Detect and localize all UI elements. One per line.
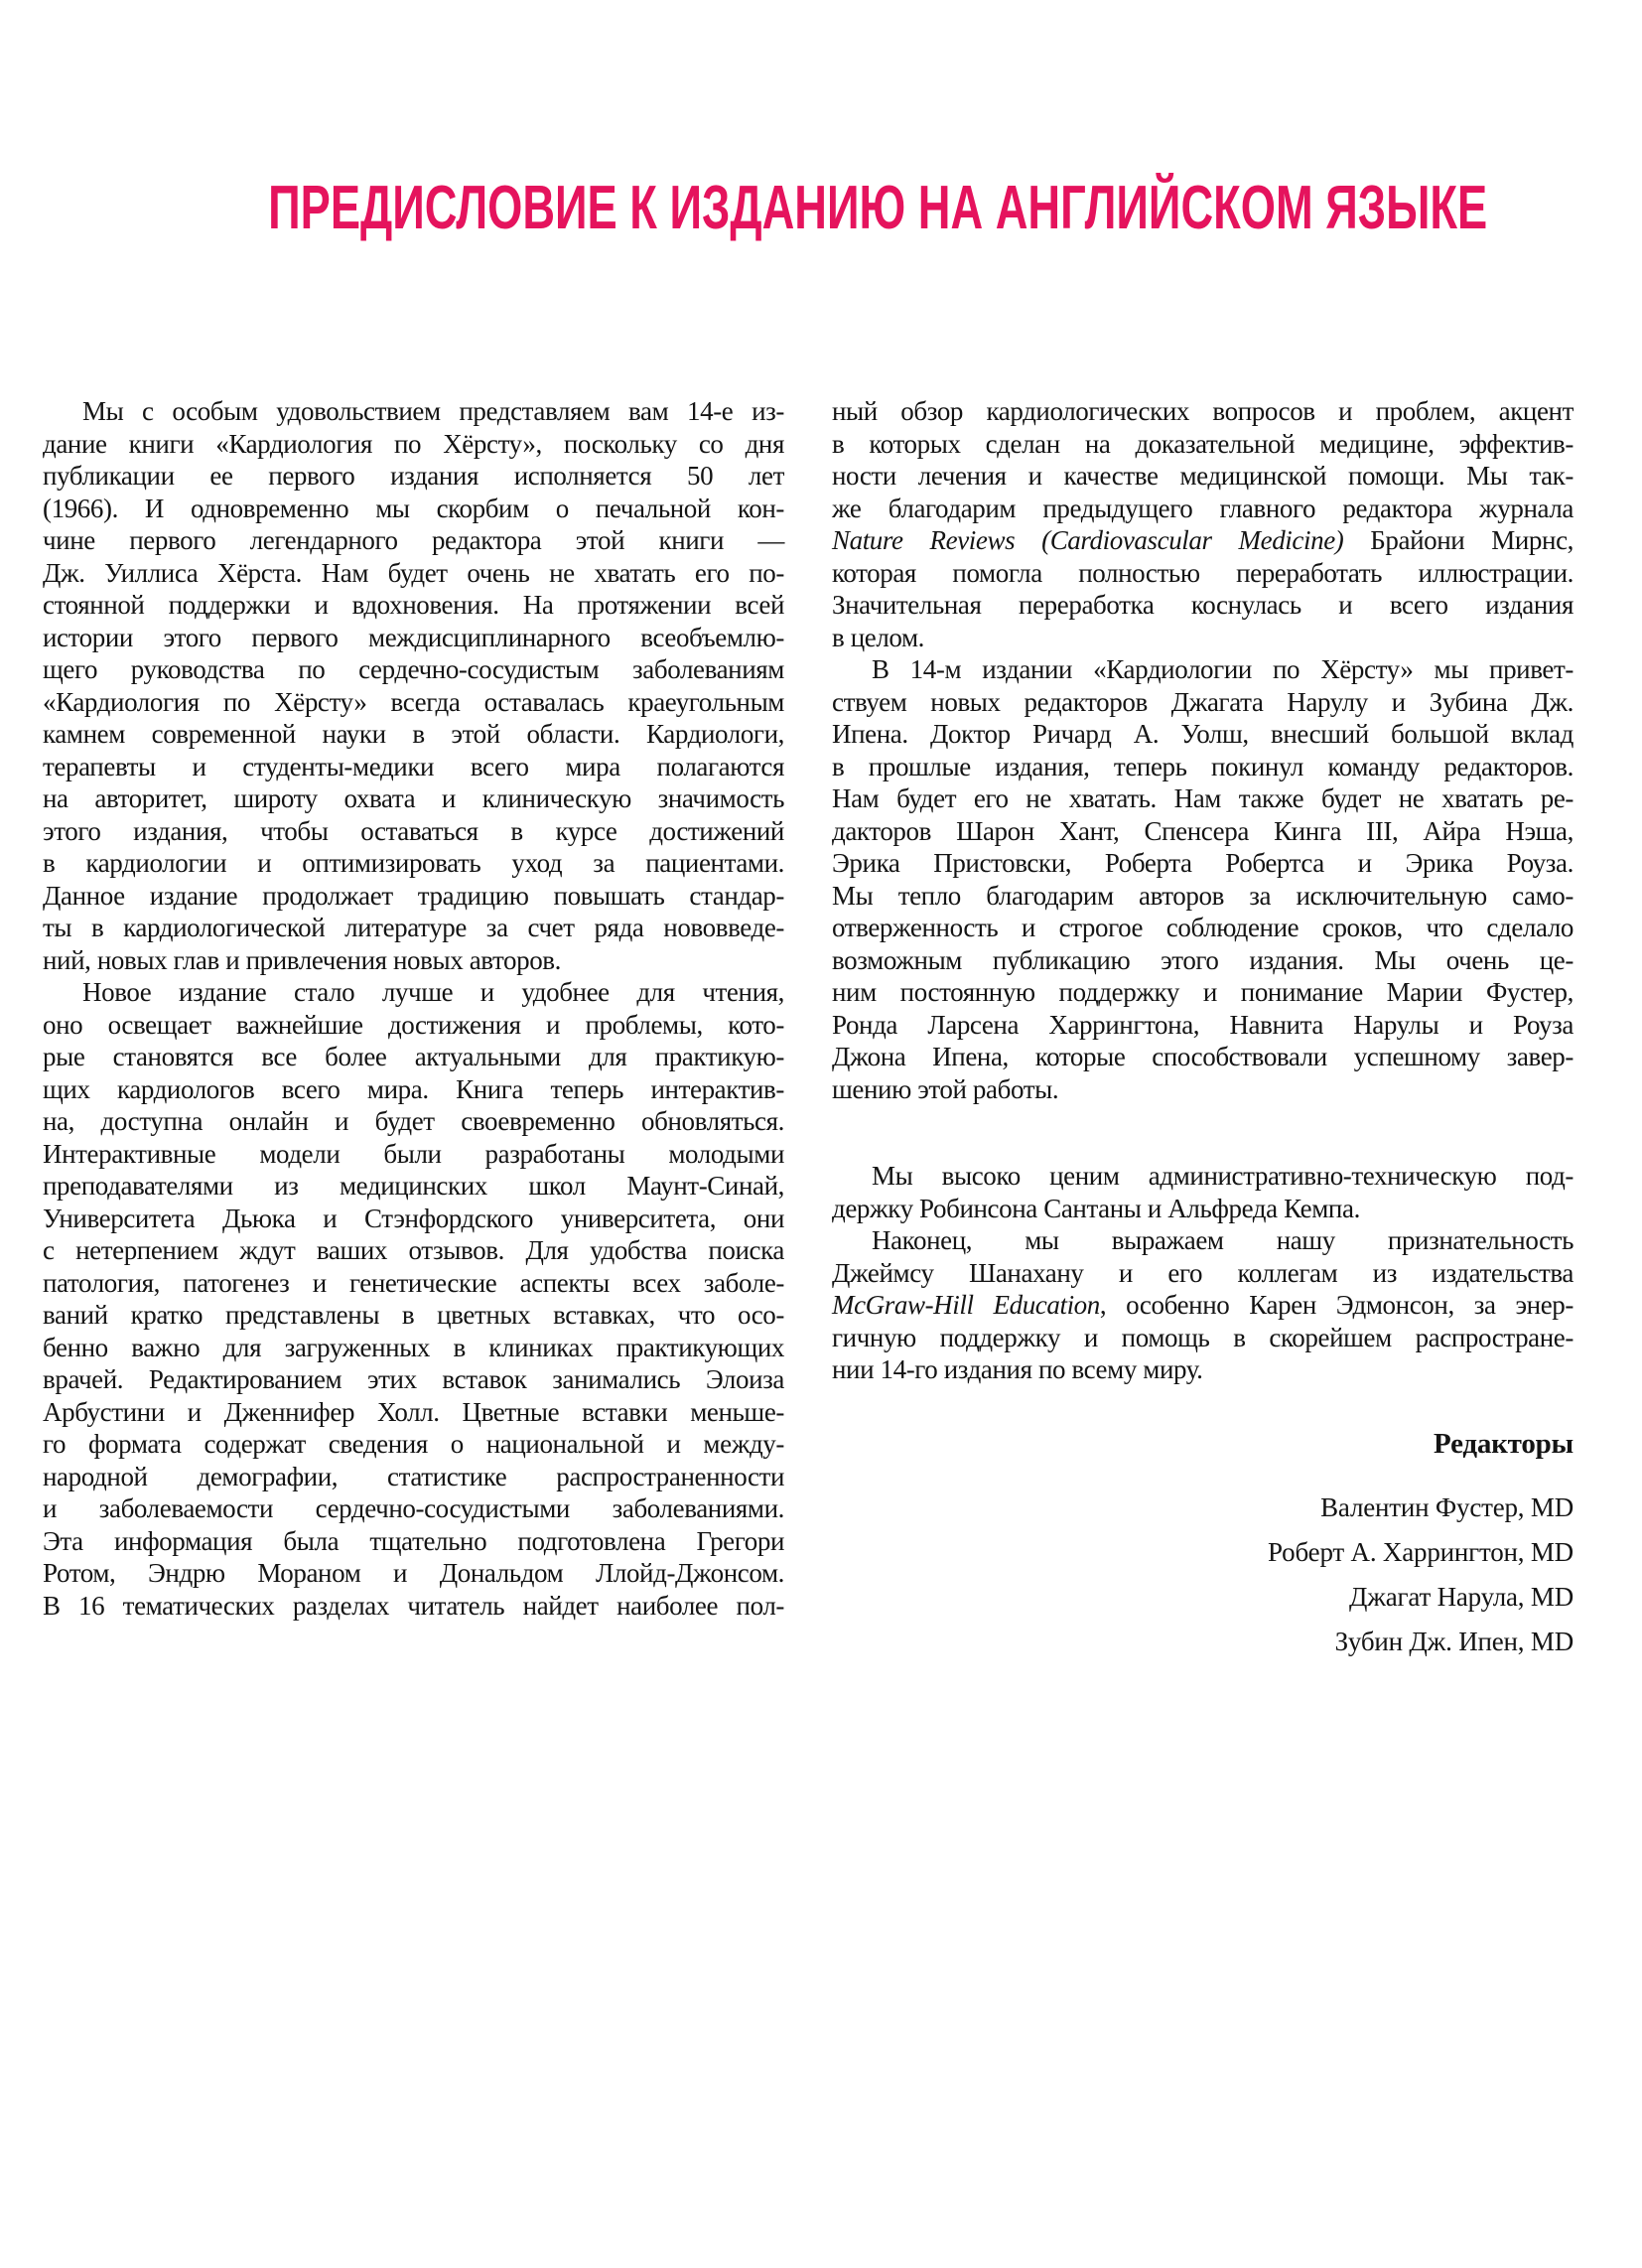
- text-line: [832, 524, 1574, 557]
- text-line: [832, 912, 1574, 944]
- text-segment: Ротом, Эндрю Мораном и Дональдом Ллойд-Джонсом.: [43, 1558, 784, 1588]
- text-segment: стоянной поддержки и вдохновения. На протяжении всей: [43, 590, 784, 620]
- text-line: [43, 1138, 784, 1171]
- text-segment: ним постоянную поддержку и понимание Марии Фустер,: [832, 977, 1574, 1007]
- text-segment: шению этой работы.: [832, 1073, 1059, 1104]
- text-segment: Университета Дьюка и Стэнфордского университета, они: [43, 1203, 784, 1233]
- text-segment: которая помогла полностью переработать иллюстрации.: [832, 557, 1574, 588]
- text-line: [43, 1009, 784, 1042]
- text-segment: Наконец, мы выражаем нашу признательность: [872, 1225, 1574, 1255]
- text-line: [832, 1193, 1574, 1225]
- text-segment: ности лечения и качестве медицинской помощи. Мы так-: [832, 461, 1574, 491]
- text-segment: рые становятся все более актуальными для практикую-: [43, 1042, 784, 1071]
- text-segment: Новое издание стало лучше и удобнее для чтения,: [82, 977, 784, 1007]
- text-line: [832, 1073, 1574, 1106]
- editor-names-list: [832, 1486, 1574, 1664]
- text-line: [832, 460, 1574, 493]
- text-segment: возможным публикацию этого издания. Мы очень це-: [832, 944, 1574, 975]
- editor-name: Валентин Фустер, MD: [1320, 1491, 1574, 1522]
- text-line: [43, 718, 784, 751]
- text-segment: ваний кратко представлены в цветных вставках, что осо-: [43, 1300, 784, 1330]
- text-line: [832, 847, 1574, 880]
- text-segment: в прошлые издания, теперь покинул команду редакторов.: [832, 751, 1574, 781]
- text-segment: «Кардиология по Хёрсту» всегда оставалась краеугольным: [43, 686, 784, 717]
- text-segment: и заболеваемости сердечно-сосудистыми заболеваниями.: [43, 1493, 784, 1523]
- text-segment: Данное издание продолжает традицию повышать стандар-: [43, 880, 784, 911]
- text-segment: Значительная переработка коснулась и всего издания: [832, 590, 1574, 620]
- text-line: [43, 1525, 784, 1558]
- text-line: [43, 1267, 784, 1300]
- text-line: [43, 1461, 784, 1493]
- text-segment: дание книги «Кардиология по Хёрсту», поскольку со дня: [43, 428, 784, 459]
- text-line: [832, 815, 1574, 848]
- text-segment: публикации ее первого издания исполняется 50 лет: [43, 461, 784, 491]
- editor-name: Джагат Нарула, MD: [1349, 1581, 1574, 1612]
- text-line: [43, 1428, 784, 1461]
- text-segment: Джона Ипена, которые способствовали успешному завер-: [832, 1042, 1574, 1071]
- text-segment: Брайони Мирнс,: [1343, 525, 1574, 555]
- text-line: [43, 1234, 784, 1267]
- text-line: [43, 557, 784, 590]
- text-line: [43, 493, 784, 525]
- text-line: [43, 653, 784, 686]
- text-line: [43, 944, 784, 977]
- text-line: [832, 1009, 1574, 1042]
- editors-heading: Редакторы: [1433, 1427, 1574, 1460]
- text-column-left: [43, 395, 784, 1664]
- text-segment: Ипена. Доктор Ричард А. Уолш, внесший большой вклад: [832, 719, 1574, 749]
- text-line: [832, 589, 1574, 622]
- text-segment: на, доступна онлайн и будет своевременно обновляться.: [43, 1106, 784, 1136]
- text-segment: дакторов Шарон Хант, Спенсера Кинга III, Айра Нэша,: [832, 815, 1574, 846]
- text-segment: в целом.: [832, 622, 925, 652]
- text-line: [43, 782, 784, 815]
- text-segment: отверженность и строгое соблюдение сроков, что сделало: [832, 913, 1574, 942]
- text-segment: (1966). И одновременно мы скорбим о печальной кон-: [43, 493, 784, 523]
- text-line: [832, 653, 1574, 686]
- text-line: [43, 751, 784, 783]
- text-segment: народной демографии, статистике распространенности: [43, 1461, 784, 1491]
- text-segment: этого издания, чтобы оставаться в курсе достижений: [43, 815, 784, 846]
- italic-text: McGraw-Hill Education: [832, 1290, 1100, 1320]
- text-segment: в которых сделан на доказательной медицине, эффектив-: [832, 428, 1574, 459]
- text-segment: с нетерпением ждут ваших отзывов. Для удобства поиска: [43, 1235, 784, 1265]
- text-segment: , особенно Карен Эдмонсон, за энер-: [1099, 1290, 1574, 1320]
- text-segment: Мы с особым удовольствием представляем вам 14-е из-: [82, 396, 784, 426]
- text-line: [832, 1322, 1574, 1354]
- text-segment: терапевты и студенты-медики всего мира полагаются: [43, 751, 784, 781]
- text-segment: щих кардиологов всего мира. Книга теперь интерактив-: [43, 1073, 784, 1104]
- text-segment: держку Робинсона Сантаны и Альфреда Кемпа.: [832, 1193, 1360, 1223]
- text-segment: Джеймсу Шанахану и его коллегам из издательства: [832, 1257, 1574, 1288]
- text-line: [832, 1353, 1574, 1386]
- text-segment: Эрика Пристовски, Роберта Робертса и Эрика Роуза.: [832, 848, 1574, 878]
- text-segment: же благодарим предыдущего главного редактора журнала: [832, 493, 1574, 523]
- text-line: [43, 976, 784, 1009]
- text-line: [43, 847, 784, 880]
- text-line: [43, 912, 784, 944]
- text-segment: Нам будет его не хватать. Нам также будет не хватать ре-: [832, 783, 1574, 813]
- text-line: [43, 1396, 784, 1429]
- text-segment: го формата содержат сведения о национальной и между-: [43, 1429, 784, 1459]
- page-title: ПРЕДИСЛОВИЕ К ИЗДАНИЮ НА АНГЛИЙСКОМ ЯЗЫКЕ: [268, 174, 1488, 242]
- text-segment: патология, патогенез и генетические аспекты всех заболе-: [43, 1267, 784, 1298]
- text-segment: В 14-м издании «Кардиологии по Хёрсту» мы привет-: [872, 654, 1574, 684]
- text-segment: ний, новых глав и привлечения новых авторов.: [43, 944, 561, 975]
- text-line: [832, 1224, 1574, 1257]
- text-segment: ты в кардиологической литературе за счет ряда нововведе-: [43, 913, 784, 942]
- text-line: [43, 524, 784, 557]
- text-line: [43, 1363, 784, 1396]
- text-segment: врачей. Редактированием этих вставок занимались Элоиза: [43, 1364, 784, 1394]
- text-line: [832, 686, 1574, 719]
- text-line: [43, 1073, 784, 1106]
- page-title-row: [43, 173, 1574, 243]
- text-line: [832, 622, 1574, 654]
- text-segment: ствуем новых редакторов Джагата Нарулу и Зубина Дж.: [832, 686, 1574, 717]
- text-line: [43, 1203, 784, 1235]
- text-line: [832, 718, 1574, 751]
- text-segment: истории этого первого междисциплинарного всеобъемлю-: [43, 622, 784, 652]
- text-line: [43, 428, 784, 461]
- text-line: [43, 589, 784, 622]
- text-line: [832, 557, 1574, 590]
- text-segment: на авторитет, широту охвата и клиническую значимость: [43, 783, 784, 813]
- text-line: [832, 782, 1574, 815]
- text-segment: Мы высоко ценим административно-техническую под-: [872, 1161, 1574, 1191]
- text-line: [832, 976, 1574, 1009]
- text-segment: Интерактивные модели были разработаны молодыми: [43, 1138, 784, 1169]
- text-segment: оно освещает важнейшие достижения и проблемы, кото-: [43, 1009, 784, 1040]
- text-segment: ный обзор кардиологических вопросов и проблем, акцент: [832, 396, 1574, 426]
- text-line: [43, 1590, 784, 1623]
- text-line: [43, 1332, 784, 1364]
- text-line: [43, 395, 784, 428]
- text-line: [832, 395, 1574, 428]
- text-segment: бенно важно для загруженных в клиниках практикующих: [43, 1332, 784, 1362]
- text-line: [832, 1257, 1574, 1290]
- text-line: [43, 460, 784, 493]
- text-line: [43, 1041, 784, 1073]
- text-segment: Эта информация была тщательно подготовлена Грегори: [43, 1525, 784, 1556]
- text-line: [43, 686, 784, 719]
- text-segment: Арбустини и Дженнифер Холл. Цветные вставки меньше-: [43, 1396, 784, 1427]
- text-line: [43, 1492, 784, 1525]
- text-line: [43, 1170, 784, 1203]
- text-line: [43, 815, 784, 848]
- text-line: [43, 1557, 784, 1590]
- paragraph-gap: [832, 1105, 1574, 1160]
- text-column-right: [832, 395, 1574, 1664]
- text-line: [832, 944, 1574, 977]
- text-line: [43, 1105, 784, 1138]
- text-line: [43, 622, 784, 654]
- editor-name: Зубин Дж. Ипен, MD: [1334, 1626, 1574, 1656]
- text-line: [832, 428, 1574, 461]
- text-segment: Ронда Ларсена Харрингтона, Навнита Нарулы и Роуза: [832, 1009, 1574, 1040]
- text-segment: преподавателями из медицинских школ Маунт-Синай,: [43, 1171, 784, 1201]
- text-line: [832, 1160, 1574, 1193]
- editors-block: [832, 1426, 1574, 1664]
- text-line: [832, 751, 1574, 783]
- text-line: [43, 1299, 784, 1332]
- text-segment: камнем современной науки в этой области. Кардиологи,: [43, 719, 784, 749]
- text-segment: Дж. Уиллиса Хёрста. Нам будет очень не хватать его по-: [43, 557, 784, 588]
- text-line: [832, 1289, 1574, 1322]
- text-line: [832, 493, 1574, 525]
- text-segment: щего руководства по сердечно-сосудистым заболеваниям: [43, 654, 784, 684]
- text-columns: [43, 395, 1574, 1664]
- text-segment: В 16 тематических разделах читатель найдет наиболее пол-: [43, 1590, 784, 1621]
- text-line: [43, 880, 784, 913]
- text-line: [832, 1041, 1574, 1073]
- text-segment: Мы тепло благодарим авторов за исключительную само-: [832, 880, 1574, 911]
- text-segment: нии 14-го издания по всему миру.: [832, 1354, 1203, 1384]
- text-segment: чине первого легендарного редактора этой книги —: [43, 525, 784, 555]
- text-line: [832, 880, 1574, 913]
- text-segment: в кардиологии и оптимизировать уход за пациентами.: [43, 848, 784, 878]
- italic-text: Nature Reviews (Cardiovascular Medicine): [832, 525, 1344, 555]
- editor-name: Роберт А. Харрингтон, MD: [1268, 1536, 1574, 1567]
- text-segment: гичную поддержку и помощь в скорейшем распростране-: [832, 1322, 1574, 1352]
